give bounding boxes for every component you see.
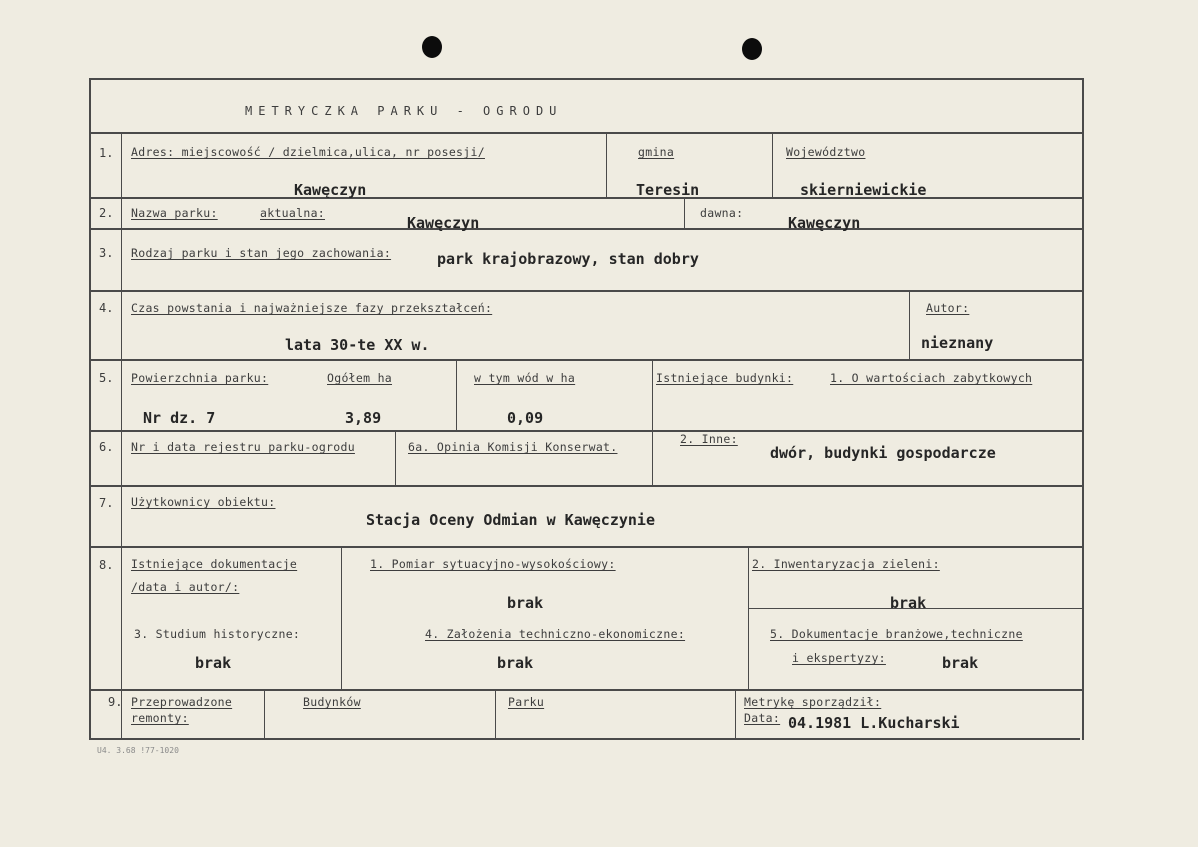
branch-docs-label-line1: 5. Dokumentacje branżowe,techniczne	[770, 627, 1023, 641]
voivodeship-value: skierniewickie	[800, 181, 927, 199]
row-number-4: 4.	[99, 301, 114, 315]
history-study-label: 3. Studium historyczne:	[134, 627, 301, 641]
survey-label: 1. Pomiar sytuacyjno-wysokościowy:	[370, 557, 616, 571]
total-area-value: 3,89	[345, 409, 382, 427]
area-label: Powierzchnia parku:	[131, 371, 269, 385]
renovations-label-line1: Przeprowadzone	[131, 695, 233, 709]
survey-value: brak	[507, 594, 544, 612]
author-value: nieznany	[921, 334, 994, 352]
date-author-value: 04.1981 L.Kucharski	[788, 714, 960, 732]
gmina-value: Teresin	[636, 181, 700, 199]
row-number-6: 6.	[99, 440, 114, 454]
form-title: METRYCZKA PARKU - OGRODU	[245, 104, 563, 118]
former-name-value: Kawęczyn	[788, 214, 861, 232]
row-number-5: 5.	[99, 371, 114, 385]
gmina-label: gmina	[638, 145, 675, 159]
address-value: Kawęczyn	[294, 181, 367, 199]
punch-hole-left	[422, 36, 442, 58]
other-buildings-label: 2. Inne:	[680, 432, 738, 446]
other-buildings-value: dwór, budynki gospodarcze	[770, 444, 996, 462]
opinion-label: 6a. Opinia Komisji Konserwat.	[408, 440, 618, 454]
water-area-label: w tym wód w ha	[474, 371, 576, 385]
water-area-value: 0,09	[507, 409, 544, 427]
origin-label: Czas powstania i najważniejsze fazy przekształceń:	[131, 301, 493, 315]
date-label: Data:	[744, 711, 781, 725]
current-name-value: Kawęczyn	[407, 214, 480, 232]
row-number-1: 1.	[99, 146, 114, 160]
renovations-label-line2: remonty:	[131, 711, 189, 725]
form-print-code: U4. 3.68 !77-1020	[97, 746, 179, 755]
author-label: Autor:	[926, 301, 970, 315]
voivodeship-label: Województwo	[786, 145, 866, 159]
inventory-label: 2. Inwentaryzacja zieleni:	[752, 557, 940, 571]
punch-hole-right	[742, 38, 762, 60]
history-study-value: brak	[195, 654, 232, 672]
register-label: Nr i data rejestru parku-ogrodu	[131, 440, 355, 454]
former-name-label: dawna:	[700, 206, 744, 220]
prepared-by-label: Metrykę sporządził:	[744, 695, 882, 709]
branch-docs-value: brak	[942, 654, 979, 672]
documentation-label-line2: /data i autor/:	[131, 580, 240, 594]
buildings-label: Istniejące budynki:	[656, 371, 794, 385]
park-type-value: park krajobrazowy, stan dobry	[437, 250, 699, 268]
historic-buildings-label: 1. O wartościach zabytkowych	[830, 371, 1033, 385]
plot-number: Nr dz. 7	[143, 409, 216, 427]
park-name-label: Nazwa parku:	[131, 206, 218, 220]
branch-docs-label-line2: i ekspertyzy:	[792, 651, 886, 665]
row-number-9: 9.	[108, 695, 123, 709]
row-number-2: 2.	[99, 206, 114, 220]
users-label: Użytkownicy obiektu:	[131, 495, 276, 509]
row-number-7: 7.	[99, 496, 114, 510]
renovations-park-label: Parku	[508, 695, 545, 709]
current-name-label: aktualna:	[260, 206, 326, 220]
renovations-buildings-label: Budynków	[303, 695, 361, 709]
documentation-label-line1: Istniejące dokumentacje	[131, 557, 298, 571]
total-area-label: Ogółem ha	[327, 371, 393, 385]
address-label: Adres: miejscowość / dzielmica,ulica, nr posesji/	[131, 145, 485, 159]
park-type-label: Rodzaj parku i stan jego zachowania:	[131, 246, 392, 260]
row-number-8: 8.	[99, 558, 114, 572]
tech-assumptions-value: brak	[497, 654, 534, 672]
users-value: Stacja Oceny Odmian w Kawęczynie	[366, 511, 655, 529]
row-number-3: 3.	[99, 246, 114, 260]
inventory-value: brak	[890, 594, 927, 612]
origin-value: lata 30-te XX w.	[285, 336, 430, 354]
tech-assumptions-label: 4. Założenia techniczno-ekonomiczne:	[425, 627, 686, 641]
